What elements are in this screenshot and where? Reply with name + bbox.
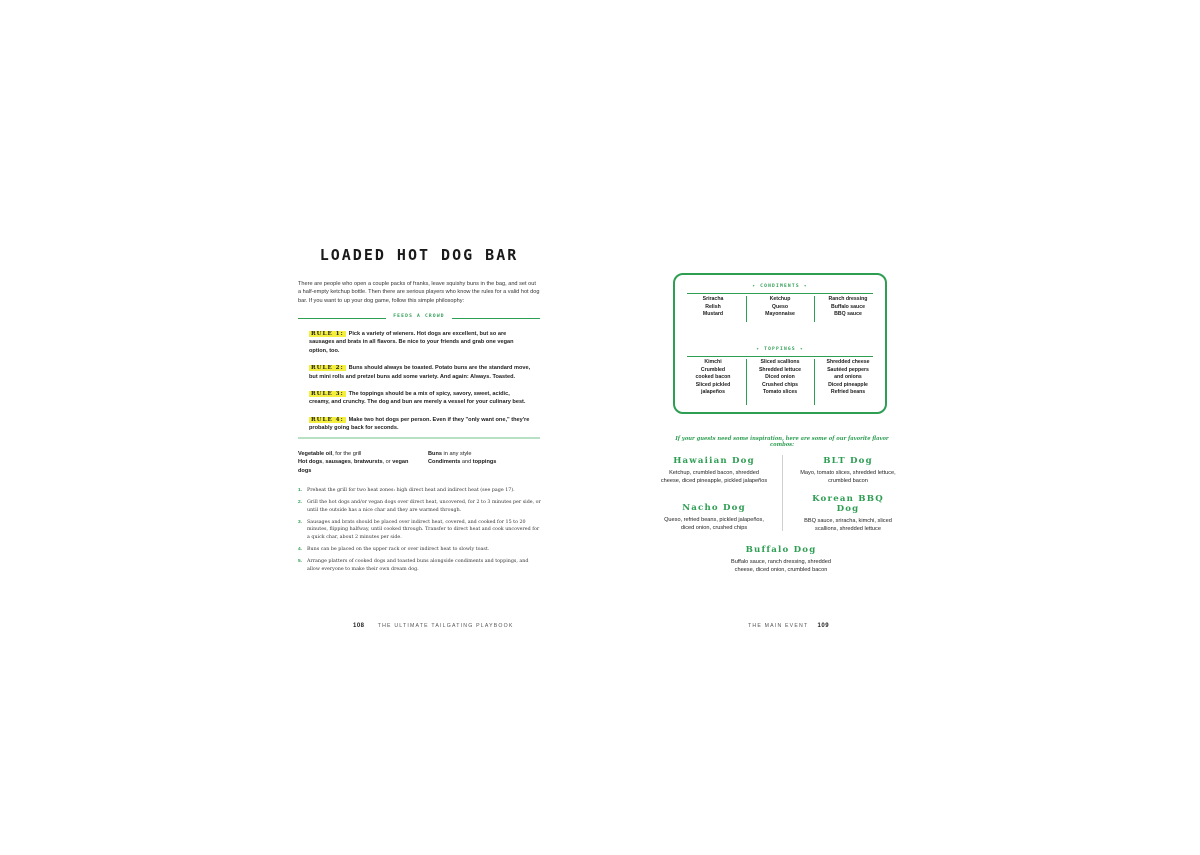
- combo-buffalo: [722, 545, 840, 575]
- combo-desc: Buffalo sauce, ranch dressing, shredded cheese, diced onion, crumbled bacon: [730, 559, 832, 574]
- combo-nacho: [660, 503, 768, 533]
- toppings-col-1: Kimchi Crumbled cooked bacon Sliced pickled jalapeños: [695, 359, 731, 396]
- step-item: 5. Arrange platters of cooked dogs and toasted buns alongside condiments and toppings, and allow everyone to make their own dream dog.: [298, 559, 529, 572]
- step-item: 2. Grill the hot dogs and/or vegan dogs over direct heat, uncovered, for 2 to 3 minutes per side, or until the outside has a nice char and they are warmed through.: [298, 500, 541, 513]
- rule-tag: RULE 4:: [311, 416, 344, 423]
- page-title: LOADED HOT DOG BAR: [319, 246, 519, 264]
- combo-desc: Queso, refried beans, pickled jalapeños, diced onion, crushed chips: [664, 517, 764, 532]
- rule-text: The toppings should be a mix of spicy, savory, sweet, acidic, creamy, and crunchy. The dog and bun are merely a vessel for your culinary best.: [309, 391, 526, 406]
- col-divider: [746, 359, 747, 405]
- right-page: [600, 0, 1200, 855]
- combo-desc: BBQ sauce, sriracha, kimchi, sliced scallions, shredded lettuce: [804, 518, 892, 533]
- rule-text: Pick a variety of wieners. Hot dogs are excellent, but so are sausages and brats in all flavors. Be nice to your friends and grab one vegan option, too.: [309, 331, 514, 354]
- ingredient-oil: Vegetable oil, for the grill: [298, 451, 362, 457]
- footer-left: [353, 623, 514, 629]
- combo-desc: Ketchup, crumbled bacon, shredded cheese, diced pineapple, pickled jalapeños: [660, 470, 768, 485]
- ingredient-condiments: Condiments and toppings: [428, 459, 497, 466]
- combo-name: BLT Dog: [823, 456, 873, 466]
- condiments-toppings-box: [673, 273, 887, 414]
- feeds-divider: [298, 314, 540, 322]
- rule-tag: RULE 1:: [311, 331, 344, 337]
- running-title: THE ULTIMATE TAILGATING PLAYBOOK: [377, 623, 514, 629]
- rule-tag: RULE 2:: [311, 365, 344, 372]
- steps-list: [298, 487, 542, 578]
- condiments-col-3: Ranch dressing Buffalo sauce BBQ sauce: [828, 296, 868, 318]
- combo-name: Buffalo Dog: [745, 545, 817, 555]
- rule-item: [309, 416, 531, 433]
- condiments-col-1: Sriracha Relish Mustard: [702, 296, 724, 318]
- combo-korean-bbq: [800, 494, 896, 534]
- page-number: 109: [817, 623, 830, 629]
- section-divider: [298, 437, 540, 439]
- toppings-heading: ✦ TOPPINGS ✦: [756, 347, 804, 352]
- toppings-col-3: Shredded cheese Sautéed peppers and onions Diced pineapple Refried beans: [826, 359, 870, 396]
- rules-list: [309, 330, 531, 442]
- feeds-label: FEEDS A CROWD: [393, 314, 445, 319]
- box-line: [687, 293, 873, 294]
- condiments-heading: ✦ CONDIMENTS ✦: [752, 284, 808, 289]
- condiments-col-2: Ketchup Queso Mayonnaise: [765, 296, 795, 318]
- ingredient-buns: Buns in any style: [428, 451, 472, 457]
- col-divider: [746, 296, 747, 322]
- combo-name: Hawaiian Dog: [673, 456, 755, 466]
- combo-divider: [782, 455, 783, 531]
- rule-item: [309, 390, 531, 407]
- rule-text: Buns should always be toasted. Potato buns are the standard move, but mini rolls and pretzel buns add some variety. And again: Always. Toasted.: [309, 365, 531, 380]
- intro-paragraph: There are people who open a couple packs of franks, leave squishy buns in the bag, and set out a half-empty ketchup bottle. Then there are serious players who know the rules for a valid hot dog bar. If you want to up your dog game, follow this simple philosophy:: [298, 281, 540, 304]
- combo-blt: [800, 456, 896, 486]
- footer-right: [748, 623, 829, 629]
- rule-text: Make two hot dogs per person. Even if they "only want one," they're probably going back for seconds.: [309, 416, 530, 432]
- step-item: 1. Preheat the grill for two heat zones: high direct heat and indirect heat (see page 17).: [298, 488, 515, 493]
- combo-name: Nacho Dog: [682, 503, 746, 513]
- rule-item: [309, 330, 531, 355]
- toppings-col-2: Sliced scallions Shredded lettuce Diced onion Crushed chips Tomato slices: [758, 359, 802, 396]
- box-line: [687, 356, 873, 357]
- col-divider: [814, 296, 815, 322]
- page-number: 108: [353, 623, 365, 629]
- ingredients-right: [428, 450, 540, 467]
- col-divider: [814, 359, 815, 405]
- rule-item: [309, 364, 531, 381]
- step-item: 3. Sausages and brats should be placed over indirect heat, covered, and cooked for 15 to 20 minutes, flipping halfway, until cooked through. Transfer to direct heat and cook uncovered for a quick char, about 2 minutes per side.: [298, 519, 540, 540]
- ingredient-dogs: Hot dogs, sausages, bratwursts, or vegan dogs: [298, 459, 409, 474]
- combo-name: Korean BBQ Dog: [812, 494, 884, 514]
- combo-desc: Mayo, tomato slices, shredded lettuce, crumbled bacon: [800, 470, 896, 485]
- inspiration-text: If your guests need some inspiration, here are some of our favorite flavor combos:: [675, 436, 889, 448]
- ingredients-left: [298, 450, 416, 475]
- combo-hawaiian: [660, 456, 768, 486]
- running-title: THE MAIN EVENT: [748, 623, 809, 629]
- rule-tag: RULE 3:: [311, 391, 344, 398]
- step-item: 4. Buns can be placed on the upper rack or over indirect heat to slowly toast.: [298, 547, 490, 553]
